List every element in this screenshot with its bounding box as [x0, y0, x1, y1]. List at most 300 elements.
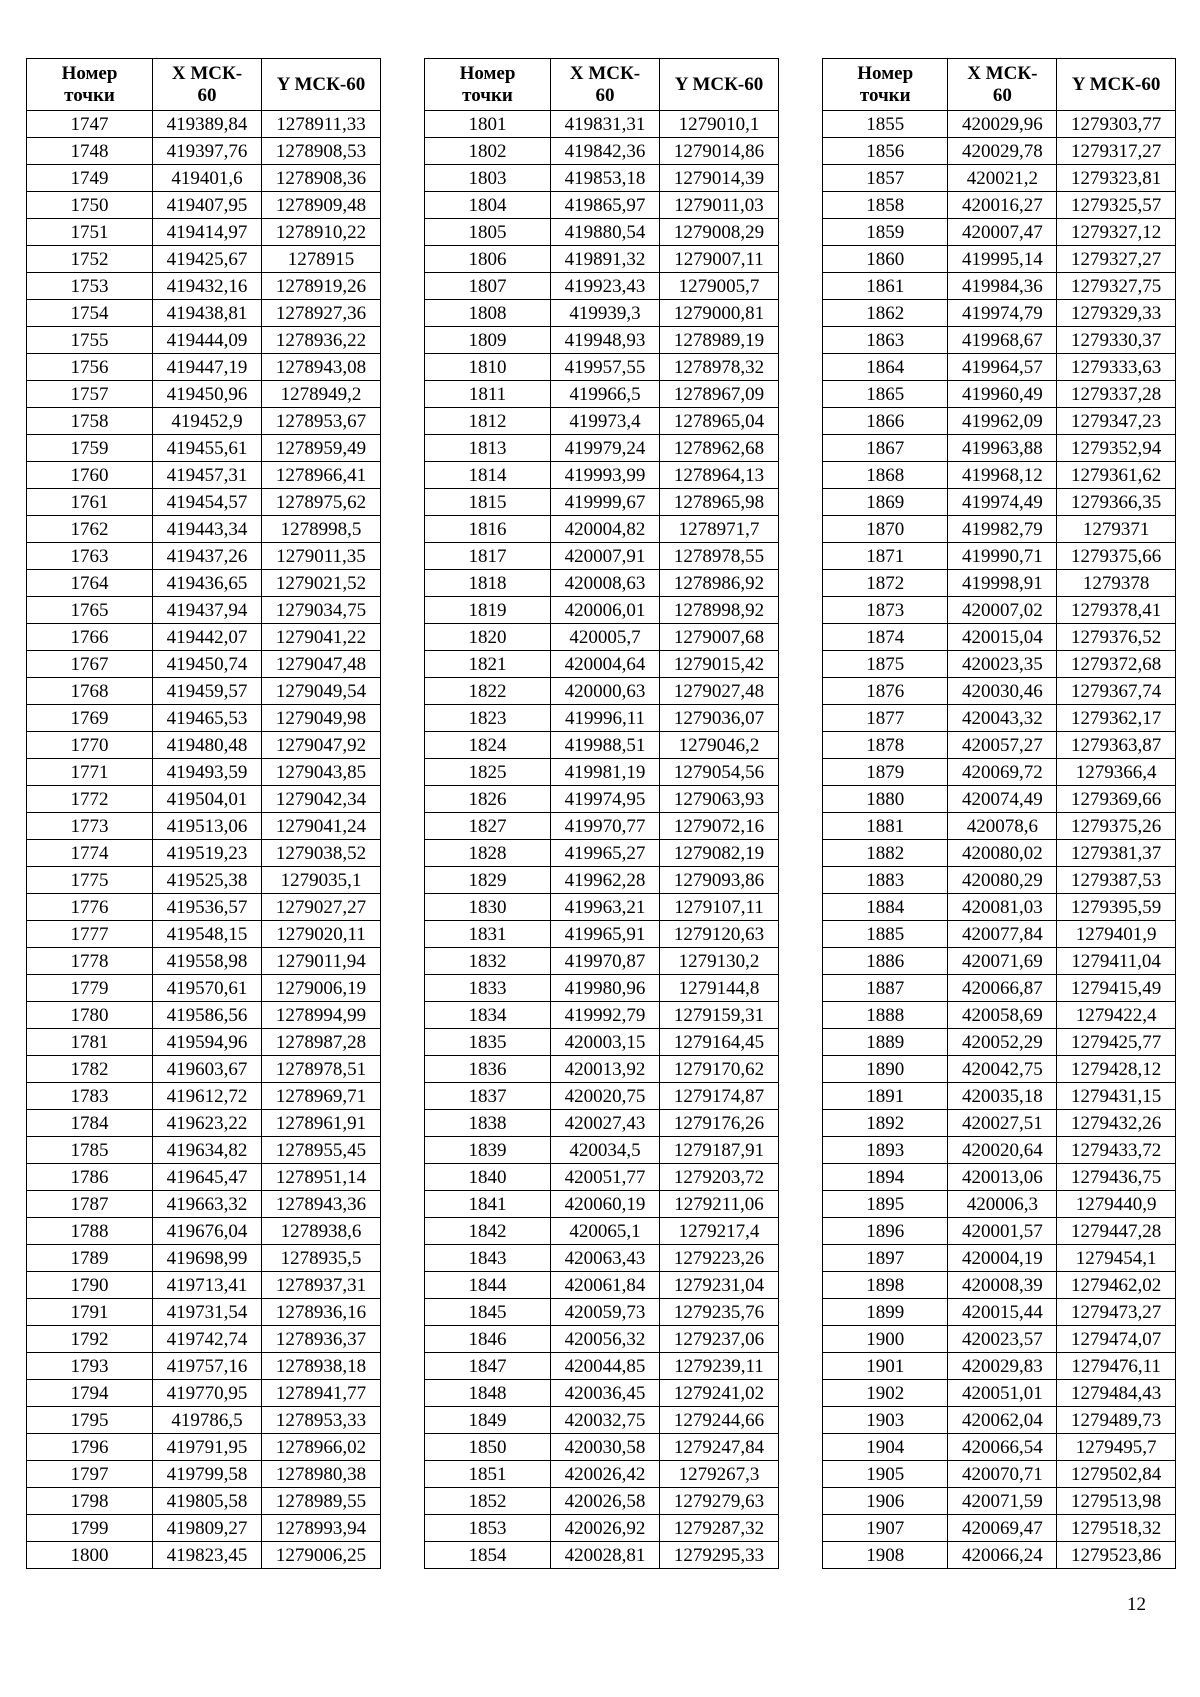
cell-x: 419865,97 [551, 192, 660, 219]
cell-point-number: 1849 [425, 1407, 551, 1434]
cell-point-number: 1843 [425, 1245, 551, 1272]
cell-point-number: 1856 [823, 138, 948, 165]
cell-y: 1278965,98 [660, 489, 779, 516]
table-row [425, 327, 779, 354]
table-row [425, 489, 779, 516]
cell-point-number: 1846 [425, 1326, 551, 1353]
cell-y: 1279014,39 [660, 165, 779, 192]
cell-point-number: 1781 [27, 1029, 153, 1056]
cell-x: 420008,39 [948, 1272, 1057, 1299]
cell-y: 1279107,11 [660, 894, 779, 921]
cell-x: 419791,95 [153, 1434, 262, 1461]
cell-x: 419558,98 [153, 948, 262, 975]
cell-y: 1278955,45 [262, 1137, 381, 1164]
table-row [27, 1515, 381, 1542]
cell-x: 419731,54 [153, 1299, 262, 1326]
header-y-msk60: Y МСК-60 [660, 59, 779, 111]
table-row [823, 408, 1176, 435]
cell-point-number: 1803 [425, 165, 551, 192]
cell-x: 420029,96 [948, 111, 1057, 138]
cell-x: 419612,72 [153, 1083, 262, 1110]
cell-point-number: 1792 [27, 1326, 153, 1353]
page-number: 12 [1127, 1594, 1146, 1615]
cell-y: 1278938,18 [262, 1353, 381, 1380]
cell-y: 1279034,75 [262, 597, 381, 624]
cell-y: 1279006,25 [262, 1542, 381, 1569]
table-row [27, 138, 381, 165]
cell-point-number: 1826 [425, 786, 551, 813]
cell-point-number: 1820 [425, 624, 551, 651]
table-row [425, 975, 779, 1002]
table-row [27, 516, 381, 543]
cell-x: 419973,4 [551, 408, 660, 435]
cell-y: 1279381,37 [1057, 840, 1176, 867]
cell-y: 1279502,84 [1057, 1461, 1176, 1488]
table-row [425, 1218, 779, 1245]
cell-x: 419493,59 [153, 759, 262, 786]
table-row [27, 1056, 381, 1083]
cell-x: 420003,15 [551, 1029, 660, 1056]
cell-x: 419963,88 [948, 435, 1057, 462]
cell-y: 1279447,28 [1057, 1218, 1176, 1245]
cell-y: 1279440,9 [1057, 1191, 1176, 1218]
cell-y: 1279237,06 [660, 1326, 779, 1353]
table-row [823, 1515, 1176, 1542]
cell-y: 1279431,15 [1057, 1083, 1176, 1110]
cell-y: 1279362,17 [1057, 705, 1176, 732]
cell-y: 1279325,57 [1057, 192, 1176, 219]
table-row [27, 219, 381, 246]
table-row [425, 1191, 779, 1218]
table-row [27, 840, 381, 867]
table-row [425, 1164, 779, 1191]
table-row [823, 975, 1176, 1002]
cell-point-number: 1864 [823, 354, 948, 381]
cell-point-number: 1870 [823, 516, 948, 543]
cell-point-number: 1873 [823, 597, 948, 624]
cell-x: 420057,27 [948, 732, 1057, 759]
cell-x: 419414,97 [153, 219, 262, 246]
table-row [823, 705, 1176, 732]
table-row [823, 1542, 1176, 1569]
table-row [27, 1029, 381, 1056]
table-row [823, 1110, 1176, 1137]
header-point-number: Номер точки [823, 59, 948, 111]
cell-y: 1279054,56 [660, 759, 779, 786]
cell-point-number: 1762 [27, 516, 153, 543]
cell-point-number: 1902 [823, 1380, 948, 1407]
table-row [425, 1299, 779, 1326]
table-row [425, 840, 779, 867]
cell-point-number: 1893 [823, 1137, 948, 1164]
cell-y: 1278927,36 [262, 300, 381, 327]
table-row [27, 786, 381, 813]
cell-y: 1279376,52 [1057, 624, 1176, 651]
table-row [823, 192, 1176, 219]
cell-y: 1279375,26 [1057, 813, 1176, 840]
cell-point-number: 1836 [425, 1056, 551, 1083]
cell-x: 420080,29 [948, 867, 1057, 894]
cell-y: 1279372,68 [1057, 651, 1176, 678]
table-row [27, 705, 381, 732]
cell-y: 1278908,36 [262, 165, 381, 192]
table-row [823, 759, 1176, 786]
cell-point-number: 1764 [27, 570, 153, 597]
cell-y: 1279317,27 [1057, 138, 1176, 165]
cell-point-number: 1887 [823, 975, 948, 1002]
cell-x: 420016,27 [948, 192, 1057, 219]
table-row [425, 1029, 779, 1056]
cell-x: 420066,54 [948, 1434, 1057, 1461]
cell-x: 420026,92 [551, 1515, 660, 1542]
header-y-msk60: Y МСК-60 [1057, 59, 1176, 111]
cell-y: 1278989,55 [262, 1488, 381, 1515]
cell-y: 1278919,26 [262, 273, 381, 300]
table-row [823, 921, 1176, 948]
cell-y: 1279401,9 [1057, 921, 1176, 948]
cell-x: 420078,6 [948, 813, 1057, 840]
table-row [425, 1083, 779, 1110]
cell-point-number: 1825 [425, 759, 551, 786]
cell-x: 419968,12 [948, 462, 1057, 489]
table-row [27, 408, 381, 435]
cell-x: 419519,23 [153, 840, 262, 867]
cell-y: 1279217,4 [660, 1218, 779, 1245]
cell-point-number: 1802 [425, 138, 551, 165]
cell-y: 1279211,06 [660, 1191, 779, 1218]
table-row [823, 1245, 1176, 1272]
cell-x: 419974,49 [948, 489, 1057, 516]
cell-y: 1279010,1 [660, 111, 779, 138]
cell-point-number: 1793 [27, 1353, 153, 1380]
cell-y: 1279366,35 [1057, 489, 1176, 516]
cell-y: 1278936,16 [262, 1299, 381, 1326]
cell-y: 1278938,6 [262, 1218, 381, 1245]
cell-x: 419389,84 [153, 111, 262, 138]
table-row [823, 1461, 1176, 1488]
cell-x: 419401,6 [153, 165, 262, 192]
table-row [425, 219, 779, 246]
header-x-msk60: X МСК- 60 [948, 59, 1057, 111]
table-row [27, 1164, 381, 1191]
cell-y: 1278978,55 [660, 543, 779, 570]
cell-point-number: 1865 [823, 381, 948, 408]
cell-x: 419442,07 [153, 624, 262, 651]
table-row [27, 624, 381, 651]
cell-point-number: 1866 [823, 408, 948, 435]
table-row [27, 435, 381, 462]
cell-y: 1278908,53 [262, 138, 381, 165]
header-x-msk60: X МСК- 60 [551, 59, 660, 111]
cell-point-number: 1845 [425, 1299, 551, 1326]
table-row [27, 1542, 381, 1569]
table-row [27, 1488, 381, 1515]
table-body [823, 111, 1176, 1569]
cell-point-number: 1790 [27, 1272, 153, 1299]
cell-point-number: 1805 [425, 219, 551, 246]
cell-x: 420004,64 [551, 651, 660, 678]
cell-y: 1279049,54 [262, 678, 381, 705]
table-row [823, 1272, 1176, 1299]
cell-point-number: 1767 [27, 651, 153, 678]
cell-point-number: 1778 [27, 948, 153, 975]
cell-x: 420070,71 [948, 1461, 1057, 1488]
table-row [27, 489, 381, 516]
table-row [425, 597, 779, 624]
cell-point-number: 1884 [823, 894, 948, 921]
table-row [823, 354, 1176, 381]
cell-y: 1278975,62 [262, 489, 381, 516]
cell-x: 419995,14 [948, 246, 1057, 273]
cell-x: 419594,96 [153, 1029, 262, 1056]
cell-point-number: 1834 [425, 1002, 551, 1029]
cell-x: 419823,45 [153, 1542, 262, 1569]
cell-x: 420023,57 [948, 1326, 1057, 1353]
cell-x: 420000,63 [551, 678, 660, 705]
cell-x: 419957,55 [551, 354, 660, 381]
table-row [425, 246, 779, 273]
cell-point-number: 1850 [425, 1434, 551, 1461]
cell-y: 1278949,2 [262, 381, 381, 408]
cell-x: 419447,19 [153, 354, 262, 381]
cell-x: 419713,41 [153, 1272, 262, 1299]
table-row [425, 1380, 779, 1407]
table-row [425, 192, 779, 219]
cell-y: 1279072,16 [660, 813, 779, 840]
table-row [425, 1353, 779, 1380]
cell-point-number: 1867 [823, 435, 948, 462]
table-row [27, 597, 381, 624]
cell-point-number: 1894 [823, 1164, 948, 1191]
cell-point-number: 1903 [823, 1407, 948, 1434]
cell-point-number: 1761 [27, 489, 153, 516]
table-row [27, 327, 381, 354]
cell-x: 420007,02 [948, 597, 1057, 624]
table-row [823, 1083, 1176, 1110]
cell-point-number: 1798 [27, 1488, 153, 1515]
table-row [27, 1299, 381, 1326]
cell-x: 419939,3 [551, 300, 660, 327]
table-row [425, 624, 779, 651]
table-header-row [27, 59, 381, 111]
cell-y: 1279231,04 [660, 1272, 779, 1299]
cell-x: 420026,58 [551, 1488, 660, 1515]
cell-x: 420071,59 [948, 1488, 1057, 1515]
coordinate-tables [26, 58, 1176, 1578]
cell-y: 1279329,33 [1057, 300, 1176, 327]
cell-y: 1279046,2 [660, 732, 779, 759]
cell-x: 420060,19 [551, 1191, 660, 1218]
table-row [27, 192, 381, 219]
cell-point-number: 1875 [823, 651, 948, 678]
cell-y: 1279035,1 [262, 867, 381, 894]
cell-point-number: 1872 [823, 570, 948, 597]
cell-x: 419970,87 [551, 948, 660, 975]
cell-point-number: 1814 [425, 462, 551, 489]
cell-x: 419504,01 [153, 786, 262, 813]
cell-point-number: 1854 [425, 1542, 551, 1569]
table-row [823, 570, 1176, 597]
cell-x: 419450,96 [153, 381, 262, 408]
cell-x: 419770,95 [153, 1380, 262, 1407]
cell-x: 419979,24 [551, 435, 660, 462]
cell-point-number: 1749 [27, 165, 153, 192]
cell-point-number: 1879 [823, 759, 948, 786]
cell-y: 1279432,26 [1057, 1110, 1176, 1137]
table-row [27, 948, 381, 975]
table-row [823, 1029, 1176, 1056]
cell-point-number: 1890 [823, 1056, 948, 1083]
cell-y: 1278993,94 [262, 1515, 381, 1542]
cell-x: 419993,99 [551, 462, 660, 489]
cell-point-number: 1833 [425, 975, 551, 1002]
table-row [425, 462, 779, 489]
cell-point-number: 1811 [425, 381, 551, 408]
cell-point-number: 1788 [27, 1218, 153, 1245]
table-header-row [823, 59, 1176, 111]
cell-x: 419982,79 [948, 516, 1057, 543]
cell-point-number: 1765 [27, 597, 153, 624]
cell-point-number: 1817 [425, 543, 551, 570]
cell-point-number: 1886 [823, 948, 948, 975]
cell-point-number: 1808 [425, 300, 551, 327]
table-row [823, 516, 1176, 543]
table-row [823, 1218, 1176, 1245]
cell-point-number: 1848 [425, 1380, 551, 1407]
cell-point-number: 1799 [27, 1515, 153, 1542]
coordinates-table-1 [26, 58, 381, 1569]
cell-y: 1279011,03 [660, 192, 779, 219]
cell-point-number: 1782 [27, 1056, 153, 1083]
cell-y: 1278989,19 [660, 327, 779, 354]
cell-point-number: 1838 [425, 1110, 551, 1137]
cell-y: 1279333,63 [1057, 354, 1176, 381]
cell-x: 419757,16 [153, 1353, 262, 1380]
cell-y: 1279041,22 [262, 624, 381, 651]
table-row [425, 516, 779, 543]
cell-y: 1278998,5 [262, 516, 381, 543]
cell-point-number: 1895 [823, 1191, 948, 1218]
cell-y: 1279327,27 [1057, 246, 1176, 273]
cell-x: 419437,26 [153, 543, 262, 570]
cell-y: 1278910,22 [262, 219, 381, 246]
cell-y: 1279082,19 [660, 840, 779, 867]
cell-x: 420069,47 [948, 1515, 1057, 1542]
cell-point-number: 1907 [823, 1515, 948, 1542]
cell-point-number: 1877 [823, 705, 948, 732]
table-row [27, 1353, 381, 1380]
cell-x: 420043,32 [948, 705, 1057, 732]
cell-x: 420007,91 [551, 543, 660, 570]
cell-y: 1279041,24 [262, 813, 381, 840]
cell-point-number: 1800 [27, 1542, 153, 1569]
cell-x: 419459,57 [153, 678, 262, 705]
table-body [27, 111, 381, 1569]
table-row [823, 1002, 1176, 1029]
table-header-row [425, 59, 779, 111]
cell-y: 1278953,33 [262, 1407, 381, 1434]
cell-point-number: 1905 [823, 1461, 948, 1488]
cell-x: 420066,87 [948, 975, 1057, 1002]
cell-y: 1279247,84 [660, 1434, 779, 1461]
cell-point-number: 1757 [27, 381, 153, 408]
table-row [425, 1488, 779, 1515]
cell-y: 1278935,5 [262, 1245, 381, 1272]
cell-y: 1279518,32 [1057, 1515, 1176, 1542]
cell-x: 419432,16 [153, 273, 262, 300]
header-x-msk60: X МСК- 60 [153, 59, 262, 111]
cell-y: 1279021,52 [262, 570, 381, 597]
cell-x: 419742,74 [153, 1326, 262, 1353]
cell-y: 1279005,7 [660, 273, 779, 300]
table-row [425, 435, 779, 462]
cell-x: 420081,03 [948, 894, 1057, 921]
table-row [425, 408, 779, 435]
cell-point-number: 1830 [425, 894, 551, 921]
table-row [823, 1488, 1176, 1515]
cell-y: 1279047,48 [262, 651, 381, 678]
cell-x: 419536,57 [153, 894, 262, 921]
cell-y: 1279411,04 [1057, 948, 1176, 975]
cell-x: 419974,79 [948, 300, 1057, 327]
table-row [27, 1407, 381, 1434]
cell-y: 1279287,32 [660, 1515, 779, 1542]
table-row [27, 570, 381, 597]
cell-point-number: 1889 [823, 1029, 948, 1056]
cell-point-number: 1760 [27, 462, 153, 489]
table-row [823, 1353, 1176, 1380]
cell-x: 419853,18 [551, 165, 660, 192]
cell-y: 1279036,07 [660, 705, 779, 732]
cell-x: 420021,2 [948, 165, 1057, 192]
cell-y: 1279006,19 [262, 975, 381, 1002]
cell-y: 1279093,86 [660, 867, 779, 894]
table-row [823, 543, 1176, 570]
cell-x: 420027,51 [948, 1110, 1057, 1137]
table-row [425, 894, 779, 921]
cell-point-number: 1897 [823, 1245, 948, 1272]
cell-point-number: 1786 [27, 1164, 153, 1191]
cell-point-number: 1832 [425, 948, 551, 975]
cell-x: 419963,21 [551, 894, 660, 921]
cell-y: 1279267,3 [660, 1461, 779, 1488]
cell-point-number: 1747 [27, 111, 153, 138]
cell-point-number: 1787 [27, 1191, 153, 1218]
cell-y: 1279047,92 [262, 732, 381, 759]
table-row [425, 1461, 779, 1488]
cell-y: 1279367,74 [1057, 678, 1176, 705]
cell-point-number: 1772 [27, 786, 153, 813]
cell-x: 419570,61 [153, 975, 262, 1002]
table-row [425, 1137, 779, 1164]
table-body [425, 111, 779, 1569]
table-row [425, 111, 779, 138]
cell-y: 1279352,94 [1057, 435, 1176, 462]
cell-y: 1279428,12 [1057, 1056, 1176, 1083]
cell-y: 1278961,91 [262, 1110, 381, 1137]
cell-y: 1279170,62 [660, 1056, 779, 1083]
cell-x: 419452,9 [153, 408, 262, 435]
cell-point-number: 1904 [823, 1434, 948, 1461]
cell-point-number: 1853 [425, 1515, 551, 1542]
cell-point-number: 1823 [425, 705, 551, 732]
cell-point-number: 1769 [27, 705, 153, 732]
cell-point-number: 1806 [425, 246, 551, 273]
cell-y: 1279223,26 [660, 1245, 779, 1272]
cell-x: 419996,11 [551, 705, 660, 732]
cell-y: 1278964,13 [660, 462, 779, 489]
cell-x: 420030,46 [948, 678, 1057, 705]
